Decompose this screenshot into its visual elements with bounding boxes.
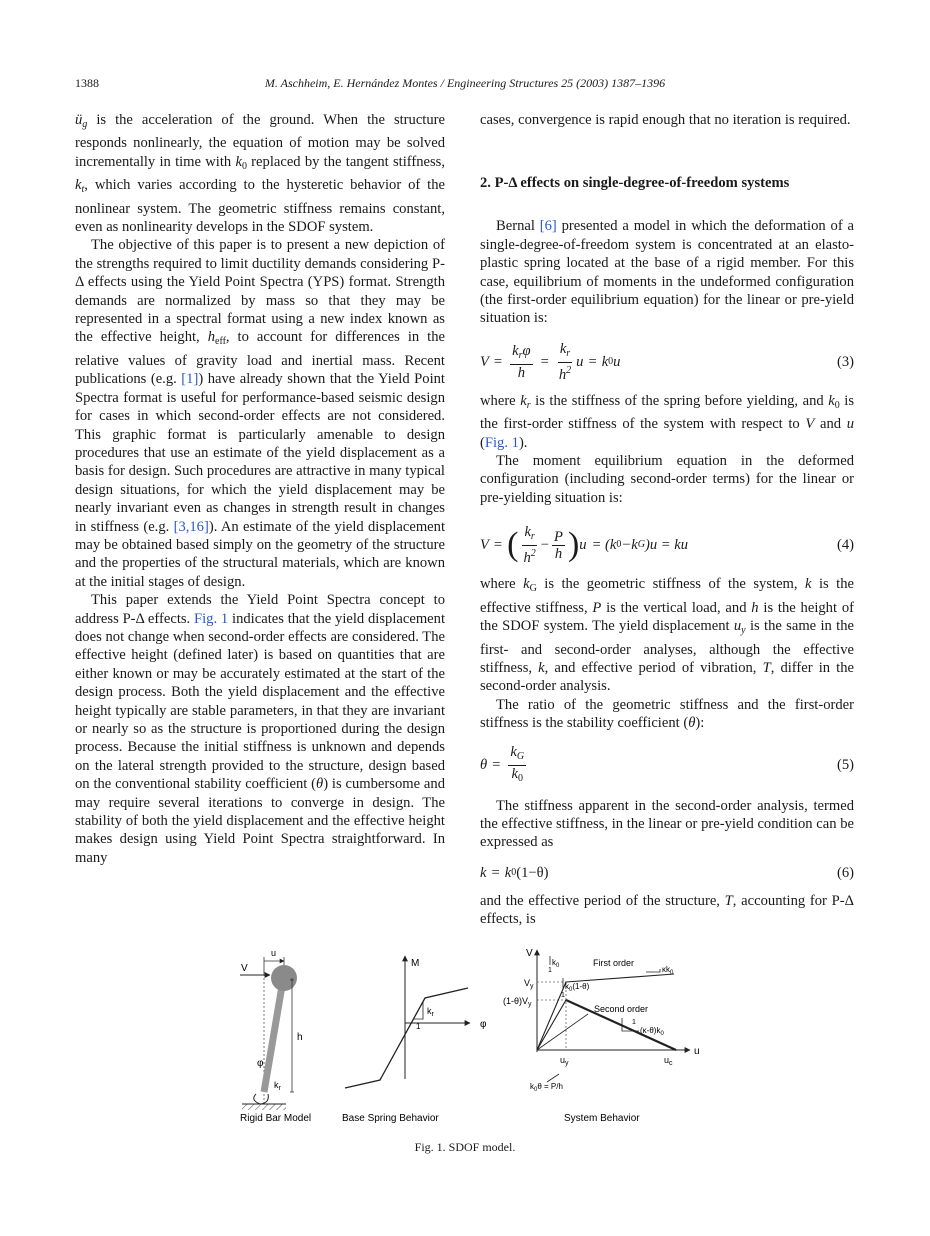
page-number: 1388: [75, 76, 99, 90]
base-spring-title: Base Spring Behavior: [342, 1113, 439, 1124]
rigid-bar: [264, 980, 283, 1092]
right-paragraph-4: where $k_G$ is the geometric stiffness of the system, k is the effective stiffness, P is the vertical load, and h is the height of the SDOF system. The yield displacement $u_y$ is the same in the first- and second-order analyses, although the effective stiffness, k, and effective period of vibration, T, differ in the second-order analysis.: [480, 576, 854, 695]
rigid-bar-title: Rigid Bar Model: [240, 1113, 312, 1124]
right-paragraph-7: and the effective period of the structure, T, accounting for P-Δ effects, is: [480, 892, 855, 928]
second-order-elastic: [537, 1000, 566, 1050]
first-order-label: First order: [593, 958, 635, 968]
first-order-post-yield: [566, 974, 674, 982]
svg-text:uc: $u_c$: [664, 1055, 673, 1067]
equation-4: V = ( $\frac{k_r}{h^2}$ − $\frac{P}{h}$ ) u = (k 0 −k G )u = ku (4): [480, 524, 854, 567]
v-label: V: [241, 963, 248, 974]
ground-hatch: [242, 1104, 286, 1110]
sdof-model-figure: [230, 944, 710, 1129]
system-behavior-panel: [503, 948, 700, 1124]
svg-text:k0(1-θ): $k_0(1-\theta)$: [565, 982, 590, 993]
h-label: h: [297, 1032, 303, 1043]
svg-text:k0: $k_0$: [552, 958, 560, 969]
svg-text:1: 1: [416, 1022, 421, 1031]
u-axis-label: u: [694, 1046, 700, 1057]
svg-text:uy: $u_y$: [560, 1055, 569, 1067]
equation-number-6: (6): [836, 864, 854, 881]
left-paragraph-2: The objective of this paper is to present a new depiction of the strengths required to limit ductility demands considering P-Δ effects using the Yield Point Spectra (YPS) format. Strength demands are normalized by mass so that they may be represented in a spectral format using a new index known as the effective height, $h_{eff}$, to account for differences in the relative values of gravity load and inertial mass. Recent publications (e.g. [1]) have already shown that the Yield Point Spectra format is useful for performance-based seismic design for cases in which second-order effects are not considered. This graphic format is particularly amenable to design procedures that use an estimate of the yield displacement as a basis for design. Such procedures are attractive in many typical design situations, for which the yield displacement may be nearly invariant even as changes in strength result in changes in stiffness (e.g. [3,16]). An estimate of the yield displacement may be obtained based simply on the geometry of the structure and the properties of the structural materials, which are known at the initial stages of design.: [75, 237, 445, 590]
right-paragraph-2: where $k_r$ is the stiffness of the spring before yielding, and $k_0$ is the first-order stiffness of the system with respect to V and u (Fig. 1).: [480, 392, 854, 451]
running-title: M. Aschheim, E. Hernández Montes / Engineering Structures 25 (2003) 1387–1396: [264, 76, 666, 90]
svg-text:kr: $k_r$: [274, 1080, 281, 1092]
svg-text:k0θ = P/h: $k_0\theta = P/h$: [530, 1082, 563, 1093]
svg-text:1: 1: [561, 992, 565, 999]
running-header: [75, 76, 855, 96]
equation-6: k = k 0 (1−θ) (6): [480, 864, 854, 881]
fig-1-link-2[interactable]: Fig. 1: [484, 434, 519, 451]
u-label: u: [271, 948, 277, 958]
ref-link-6[interactable]: [6]: [539, 218, 557, 235]
right-paragraph-5: The ratio of the geometric stiffness and the first-order stiffness is the stability coefficient (θ):: [480, 696, 854, 732]
svg-text:Vy: $V_y$: [524, 978, 534, 990]
svg-text:1: 1: [548, 967, 552, 974]
svg-text:κk0: $\kappa k_0$: [662, 965, 674, 976]
system-behavior-title: System Behavior: [564, 1113, 640, 1124]
right-paragraph-3: The moment equilibrium equation in the deformed configuration (including second-order terms) for the linear or pre-yielding situation is:: [480, 453, 854, 506]
left-paragraph-1: $ü_g$ is the acceleration of the ground. When the structure responds nonlinearly, the equation of motion may be solved incrementally in time with $k_0$ replaced by the tangent stiffness, $k_t$, which varies according to the hysteretic behavior of the nonlinear system. The geometric stiffness remains constant, even as nonlinearity develops in the SDOF system.: [75, 112, 445, 236]
m-axis-label: M: [411, 958, 420, 969]
left-column: [75, 111, 445, 867]
svg-text:kr: $k_r$: [427, 1006, 434, 1018]
base-spring-panel: [342, 956, 487, 1124]
equation-number-3: (3): [836, 353, 854, 370]
phi-axis-label: φ: [480, 1019, 487, 1030]
equation-5: θ = $\frac{k_G}{k_0}$ (5): [480, 744, 854, 785]
equation-3: V = $\frac{k_r\varphi}{h}$ = $\frac{k_r}{h^2}$ u = k 0 u (3): [480, 340, 854, 383]
equation-number-5: (5): [836, 757, 854, 774]
left-paragraph-3: This paper extends the Yield Point Spectra concept to address P-Δ effects. Fig. 1 indicates that the yield displacement does not change when second-order effects are considered. The effective height (defined later) is based on quantities that are either known or may be accurately estimated at the start of the design process. Both the yield displacement and the effective height typically are stable parameters, in that they are invariant or nearly so as the structure is proportioned during the design process. Because the initial stiffness is unknown and depends on the lateral strength provided to the structure, design based on the conventional stability coefficient (θ) is cumbersome and may require several iterations to converge in design. The stability of both the yield displacement and the effective height makes design using Yield Point Spectra straightforward. In many: [75, 592, 446, 866]
lumped-mass: [271, 965, 297, 991]
base-spring: [254, 1094, 269, 1104]
right-paragraph-0: cases, convergence is rapid enough that no iteration is required.: [480, 112, 851, 128]
phi-label: φ: [257, 1058, 264, 1069]
moment-rotation-curve: [345, 988, 468, 1088]
rigid-bar-panel: [240, 948, 311, 1124]
ref-link-3-16[interactable]: [3,16]: [173, 518, 209, 535]
svg-text:(1-θ)Vy: $(1-\theta)V_y$: [503, 996, 532, 1008]
second-order-label: Second order: [594, 1004, 649, 1014]
right-column: [480, 111, 854, 929]
right-paragraph-1: Bernal [6] presented a model in which the deformation of a single-degree-of-freedom system is concentrated at an elasto-plastic spring located at the base of a rigid member. For this case, equilibrium of moments in the undeformed configuration (the first-order equilibrium equation) for the linear or pre-yield situation is:: [480, 218, 854, 327]
ref-link-1[interactable]: [1]: [181, 371, 199, 388]
fig-1-link[interactable]: Fig. 1: [194, 610, 229, 627]
equation-number-4: (4): [836, 537, 854, 554]
v-axis-label: V: [526, 948, 533, 959]
figure-caption: Fig. 1. SDOF model.: [414, 1140, 516, 1154]
svg-text:(κ-θ)k0: $(\kappa-\theta)k_0$: [640, 1026, 664, 1037]
right-paragraph-6: The stiffness apparent in the second-order analysis, termed the effective stiffness, in the linear or pre-yield condition can be expressed as: [480, 797, 854, 851]
section-heading: 2. P-Δ effects on single-degree-of-freedom systems: [480, 175, 790, 192]
svg-text:1: 1: [632, 1019, 636, 1026]
